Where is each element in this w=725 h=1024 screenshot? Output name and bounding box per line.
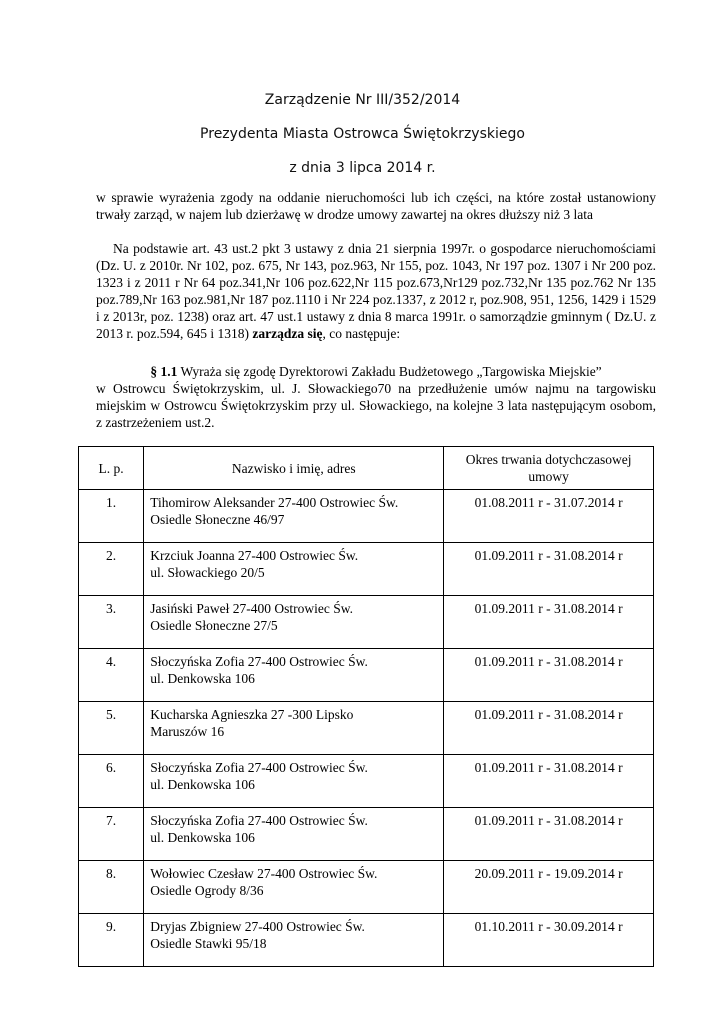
person-address: Osiedle Stawki 95/18 — [150, 936, 267, 951]
person-name: Słoczyńska Zofia 27-400 Ostrowiec Św. — [150, 760, 368, 775]
table-row — [79, 596, 654, 649]
person-name: Wołowiec Czesław 27-400 Ostrowiec Św. — [150, 866, 378, 881]
document-date: z dnia 3 lipca 2014 r. — [289, 160, 436, 176]
row-number: 8. — [79, 861, 144, 914]
row-number: 4. — [79, 649, 144, 702]
table-row — [79, 649, 654, 702]
person-address: ul. Denkowska 106 — [150, 777, 255, 792]
person-name: Słoczyńska Zofia 27-400 Ostrowiec Św. — [150, 654, 368, 669]
row-name-address — [144, 490, 444, 543]
table-row — [79, 914, 654, 967]
table-row — [79, 755, 654, 808]
row-number: 2. — [79, 543, 144, 596]
table-row — [79, 808, 654, 861]
row-name-address — [144, 861, 444, 914]
row-name-address — [144, 755, 444, 808]
section-rest-text: w Ostrowcu Świętokrzyskim, ul. J. Słowackiego70 na przedłużenie umów najmu na targowisku miejskim w Ostrowcu Świętokrzyskim przy ul. Słowackiego, na kolejne 3 lata następującym osobom, z zastrzeżeniem ust.2. — [96, 381, 656, 430]
row-period: 01.08.2011 r - 31.07.2014 r — [444, 490, 654, 543]
row-name-address — [144, 808, 444, 861]
table-row — [79, 490, 654, 543]
table-row — [79, 702, 654, 755]
row-number: 9. — [79, 914, 144, 967]
row-name-address — [144, 702, 444, 755]
header-name: Nazwisko i imię, adres — [144, 447, 444, 490]
table-header-row — [79, 447, 654, 490]
person-name: Kucharska Agnieszka 27 -300 Lipsko — [150, 707, 354, 722]
row-number: 6. — [79, 755, 144, 808]
row-period: 01.09.2011 r - 31.08.2014 r — [444, 649, 654, 702]
legal-basis-text: Na podstawie art. 43 ust.2 pkt 3 ustawy z dnia 21 sierpnia 1997r. o gospodarce nieruchomościami (Dz. U. z 2010r. Nr 102, poz. 675, Nr 143, poz.963, Nr 155, poz. 1043, Nr 197 poz. 1307 i Nr 200 poz. 1323 i z 2011 r Nr 64 poz.341,Nr 106 poz.622,Nr 115 poz.673,Nr129 poz.732,Nr 135 poz.762 Nr 135 poz.789,Nr 163 poz.981,Nr 187 poz.1110 i Nr 224 poz.1337, z 2012 r, poz.908, 951, 1256, 1429 i 1529 i z 2013r, poz. 1238) oraz art. 47 ust.1 ustawy z dnia 8 marca 1991r. o samorządzie gminnym ( Dz.U. z 2013 r. poz.594, 645 i 1318) — [96, 241, 656, 341]
row-period: 20.09.2011 r - 19.09.2014 r — [444, 861, 654, 914]
person-name: Krzciuk Joanna 27-400 Ostrowiec Św. — [150, 548, 359, 563]
row-number: 1. — [79, 490, 144, 543]
row-number: 7. — [79, 808, 144, 861]
row-period: 01.09.2011 r - 31.08.2014 r — [444, 755, 654, 808]
lease-table — [78, 446, 654, 967]
row-number: 3. — [79, 596, 144, 649]
subject-paragraph: w sprawie wyrażenia zgody na oddanie nieruchomości lub ich części, na które został ustanowiony trwały zarząd, w najem lub dzierżawę w drodze umowy zawartej na okres dłuższy niż 3 lata — [96, 190, 656, 222]
legal-basis-tail: , co następuje: — [322, 326, 401, 341]
person-address: ul. Denkowska 106 — [150, 671, 255, 686]
person-name: Jasiński Paweł 27-400 Ostrowiec Św. — [150, 601, 353, 616]
row-period: 01.09.2011 r - 31.08.2014 r — [444, 596, 654, 649]
person-address: ul. Słowackiego 20/5 — [150, 565, 265, 580]
section-number: § 1.1 — [150, 364, 178, 379]
table-row — [79, 861, 654, 914]
person-address: Osiedle Słoneczne 27/5 — [150, 618, 278, 633]
section-paragraph — [96, 363, 656, 431]
person-name: Słoczyńska Zofia 27-400 Ostrowiec Św. — [150, 813, 368, 828]
section-first-line — [96, 363, 656, 380]
row-name-address — [144, 596, 444, 649]
row-number: 5. — [79, 702, 144, 755]
header-lp: L. p. — [79, 447, 144, 490]
legal-basis-paragraph — [96, 240, 656, 342]
person-name: Tihomirow Aleksander 27-400 Ostrowiec Św. — [150, 495, 399, 510]
person-address: ul. Denkowska 106 — [150, 830, 255, 845]
row-period: 01.09.2011 r - 31.08.2014 r — [444, 702, 654, 755]
row-name-address — [144, 649, 444, 702]
row-period: 01.09.2011 r - 31.08.2014 r — [444, 543, 654, 596]
row-period: 01.10.2011 r - 30.09.2014 r — [444, 914, 654, 967]
person-address: Osiedle Ogrody 8/36 — [150, 883, 264, 898]
legal-basis-bold: zarządza się — [252, 326, 323, 341]
document-issuer: Prezydenta Miasta Ostrowca Świętokrzyskiego — [200, 126, 525, 142]
row-name-address — [144, 914, 444, 967]
person-name: Dryjas Zbigniew 27-400 Ostrowiec Św. — [150, 919, 365, 934]
document-title: Zarządzenie Nr III/352/2014 — [264, 92, 461, 108]
row-name-address — [144, 543, 444, 596]
section-first-text: Wyraża się zgodę Dyrektorowi Zakładu Budżetowego „Targowiska Miejskie” — [180, 364, 602, 379]
person-address: Maruszów 16 — [150, 724, 225, 739]
person-address: Osiedle Słoneczne 46/97 — [150, 512, 285, 527]
header-period: Okres trwania dotychczasowej umowy — [444, 447, 654, 490]
table-row — [79, 543, 654, 596]
row-period: 01.09.2011 r - 31.08.2014 r — [444, 808, 654, 861]
